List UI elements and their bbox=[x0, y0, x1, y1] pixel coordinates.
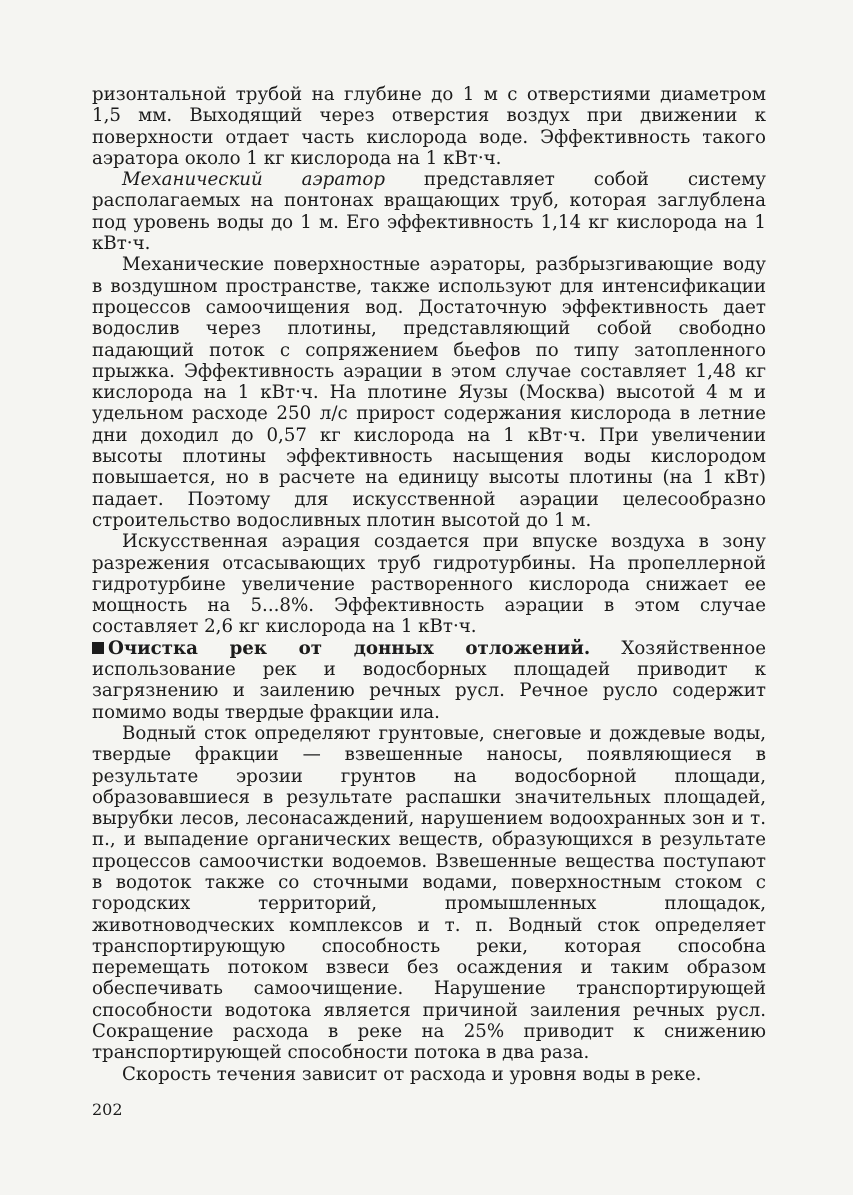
term-mechanical-aerator: Механический аэратор bbox=[122, 169, 386, 191]
paragraph-river-cleaning-text: Хозяйственное использование рек и водосборных площадей приводит к загрязнению и заилению речных русл. Речное русло содержит помимо воды твердые фракции ила. bbox=[92, 637, 766, 723]
paragraph-artificial-aeration: Искусственная аэрация создается при впуске воздуха в зону разрежения отсасывающих труб гидротурбины. На пропеллерной гидротурбине увеличение растворенного кислорода снижает ее мощность на 5...8%. Эффективность аэрации в этом случае составляет 2,6 кг кислорода на 1 кВт·ч. bbox=[92, 531, 766, 638]
paragraph-water-runoff: Водный сток определяют грунтовые, снеговые и дождевые воды, твердые фракции — взвешенные наносы, появляющиеся в результате эрозии грунтов на водосборной площади, образовавшиеся в результате распашки значительных площадей, вырубки лесов, лесонасаждений, нарушением водоохранных зон и т. п., и выпадение органических веществ, образующихся в результате процессов самоочистки водоемов. Взвешенные вещества поступают в водоток также со сточными водами, поверхностным стоком с городских территорий, промышленных площадок, животноводческих комплексов и т. п. Водный сток определяет транспортирующую способность реки, которая способна перемещать потоком взвеси без осаждения и таким образом обеспечивать самоочищение. Нарушение транспортирующей способности водотока является причиной заиления речных русл. Сокращение расхода в реке на 25% приводит к снижению транспортирующей способности потока в два раза. bbox=[92, 722, 766, 1064]
paragraph-flow-speed: Скорость течения зависит от расхода и уровня воды в реке. bbox=[122, 1063, 702, 1085]
paragraph-aerator-description: ризонтальной трубой на глубине до 1 м с отверстиями диаметром 1,5 мм. Выходящий через отверстия воздух при движении к поверхности отдает часть кислорода воде. Эффективность такого аэратора около 1 кг кислорода на 1 кВт·ч. bbox=[92, 84, 766, 169]
section-marker-icon bbox=[92, 642, 104, 654]
section-heading: Очистка рек от донных отложений. bbox=[108, 637, 591, 659]
paragraph-surface-aerators: Механические поверхностные аэраторы, разбрызгивающие воду в воздушном пространстве, также используют для интенсификации процессов самоочищения вод. Достаточную эффективность дает водослив через плотины, представляющий собой свободно падающий поток с сопряжением бьефов по типу затопленного прыжка. Эффективность аэрации в этом случае составляет 1,48 кг кислорода на 1 кВт·ч. На плотине Яузы (Москва) высотой 4 м и удельном расходе 250 л/с прирост содержания кислорода в летние дни доходил до 0,57 кг кислорода на 1 кВт·ч. При увеличении высоты плотины эффективность насыщения воды кислородом повышается, но в расчете на единицу высоты плотины (на 1 кВт) падает. Поэтому для искусственной аэрации целесообразно строительство водосливных плотин высотой до 1 м. bbox=[92, 254, 766, 531]
page-number: 202 bbox=[92, 1100, 123, 1119]
body-text bbox=[92, 84, 766, 1085]
paragraph-mechanical-aerator bbox=[92, 169, 766, 254]
paragraph-river-cleaning bbox=[92, 638, 766, 723]
paragraph-mechanical-aerator-text: представляет собой систему располагаемых на понтонах вращающих труб, которая заглублена под уровень воды до 1 м. Его эффективность 1,14 кг кислорода на 1 кВт·ч. bbox=[92, 169, 767, 255]
